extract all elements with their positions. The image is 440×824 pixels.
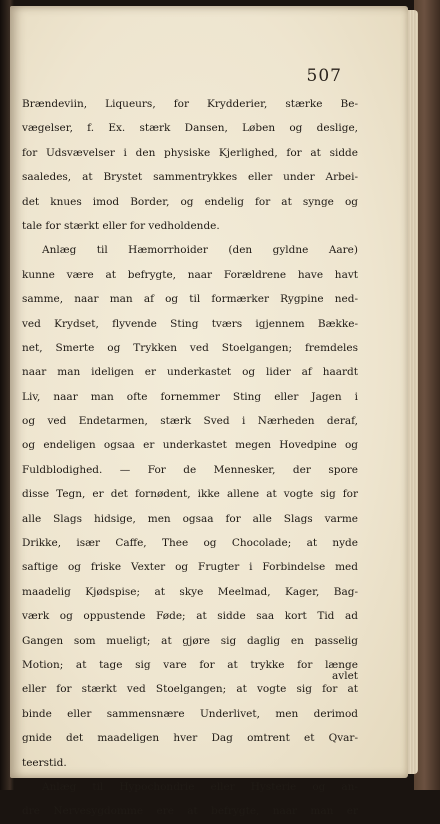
text-line: Fuldblodighed. — For de Mennesker, der spore [22, 463, 358, 476]
text-line: Brændeviin, Liqueurs, for Krydderier, stærke Be- [22, 98, 358, 110]
text-line: samme, naar man af og til formærker Rygpine ned- [22, 293, 358, 306]
body-text [22, 92, 358, 824]
page-number: 507 [306, 66, 342, 86]
text-line: saftige og friske Vexter og Frugter i Forbindelse med [22, 561, 358, 574]
text-line: tale for stærkt eller for vedholdende. [22, 219, 220, 232]
text-line: maadelig Kjødspise; at skye Meelmad, Kager, Bag- [22, 585, 358, 598]
text-line: vægelser, f. Ex. stærk Dansen, Løben og deslige, [22, 122, 358, 135]
text-line: teerstid. [22, 756, 67, 769]
book-page [10, 6, 408, 818]
paragraph-start-line: Anlæg til Hypochondrie eller Hysterie og an- [42, 780, 358, 793]
text-line: og endeligen ogsaa er underkastet megen Hovedpine og [22, 439, 358, 452]
catchword: avlet [332, 670, 358, 682]
text-line: Liv, naar man ofte fornemmer Sting eller Jagen i [22, 390, 358, 403]
text-line: for Udsvævelser i den physiske Kjerlighed, for at sidde [22, 146, 358, 159]
text-line: alle Slags hidsige, men ogsaa for alle Slags varme [22, 512, 358, 525]
text-line: Gangen som mueligt; at gjøre sig daglig en passelig [22, 634, 358, 647]
text-line: værk og oppustende Føde; at sidde saa kort Tid ad [22, 610, 358, 623]
text-line: disse Tegn, er det fornødent, ikke allene at vogte sig for [22, 488, 358, 501]
paragraph-start-line: Anlæg til Hæmorrhoider (den gyldne Aare) [42, 244, 358, 257]
text-line: naar man ideligen er underkastet og lider af haardt [22, 366, 358, 379]
text-line: gnide det maadeligen hver Dag omtrent et Qvar- [22, 732, 358, 745]
text-line: net, Smerte og Trykken ved Stoelgangen; fremdeles [22, 341, 358, 354]
text-line: og ved Endetarmen, stærk Sved i Nærheden deraf, [22, 415, 358, 428]
text-line: kunne være at befrygte, naar Forældrene have havt [22, 268, 358, 281]
text-line: binde eller sammensnære Underlivet, men derimod [22, 707, 358, 720]
text-line: dre Nervesygdomme ere at befrygte, naar man er [22, 805, 358, 818]
text-line: eller for stærkt ved Stoelgangen; at vogte sig for at [22, 683, 358, 696]
text-line: saaledes, at Brystet sammentrykkes eller under Arbei- [22, 171, 358, 184]
text-line: det knues imod Border, og endelig for at synge og [22, 195, 358, 208]
text-line: Drikke, især Caffe, Thee og Chocolade; at nyde [22, 537, 358, 550]
text-line: Motion; at tage sig vare for at trykke for længe [22, 658, 358, 671]
text-line: ved Krydset, flyvende Sting tværs igjennem Bække- [22, 317, 358, 330]
